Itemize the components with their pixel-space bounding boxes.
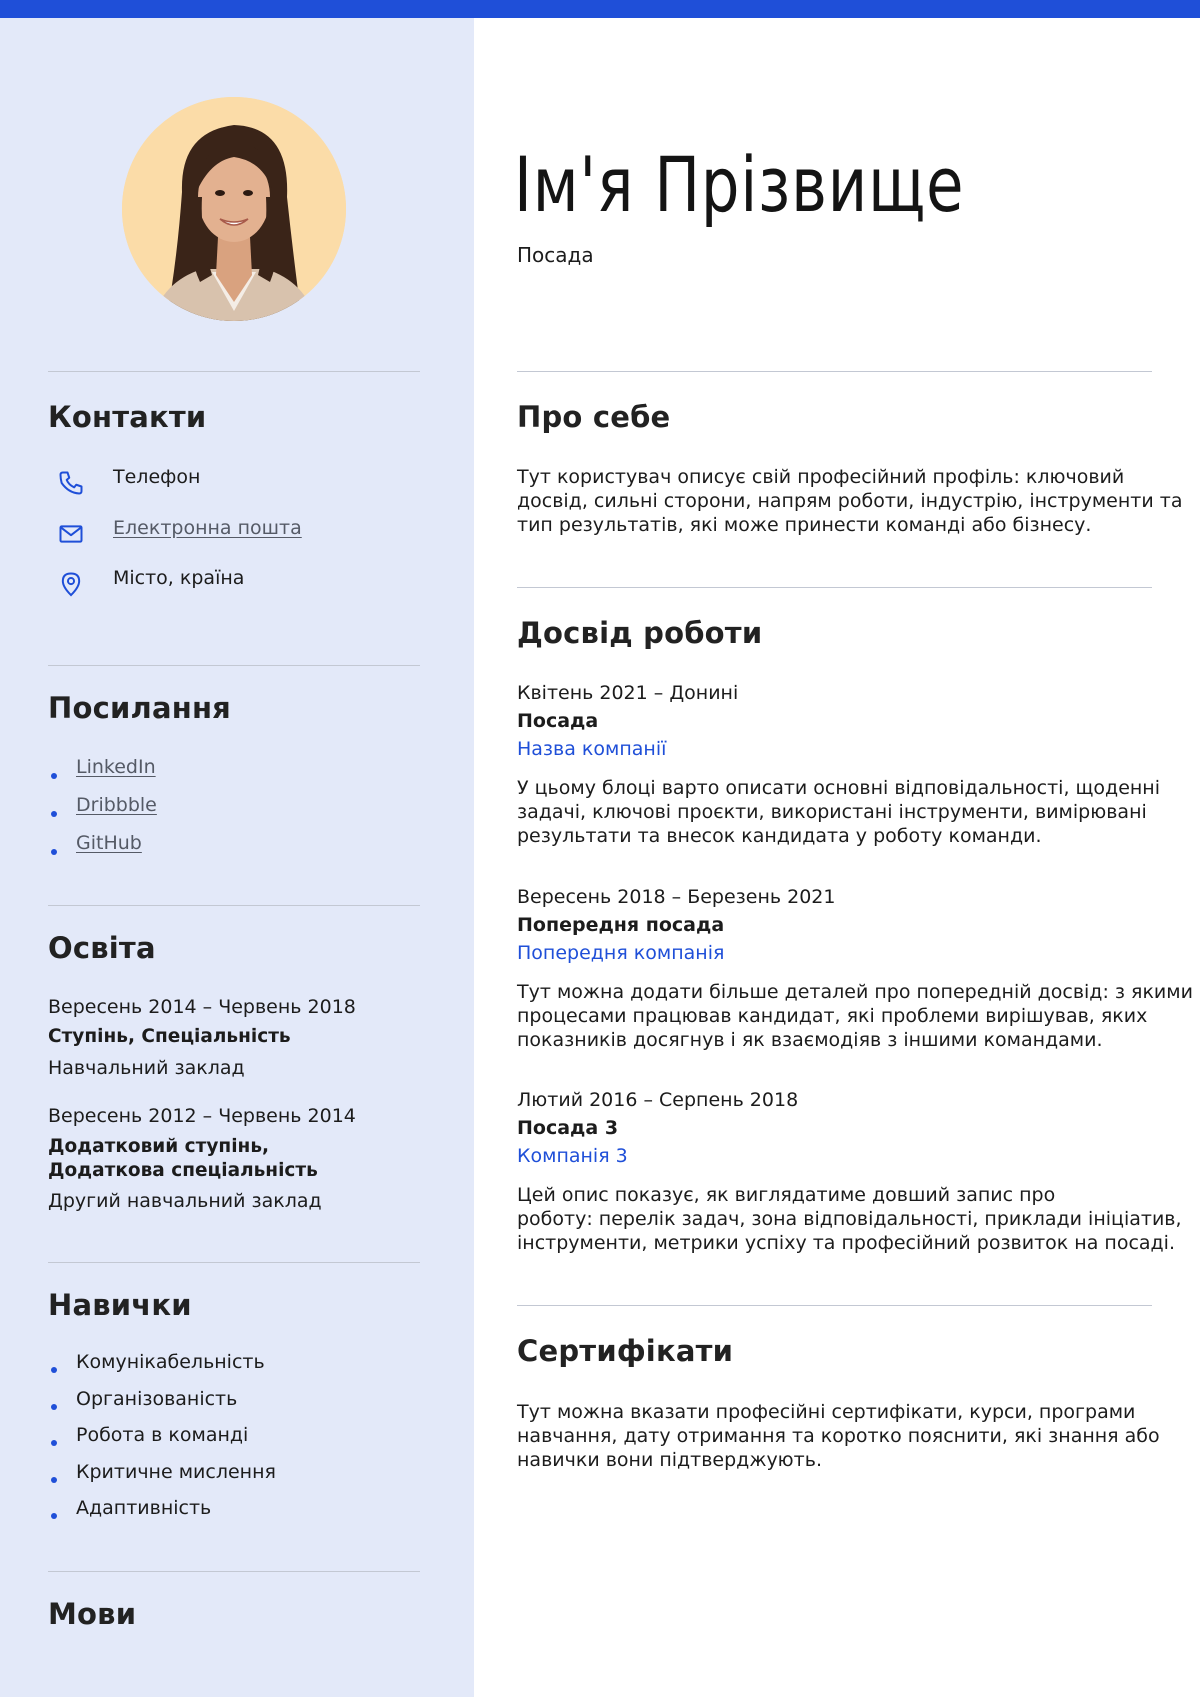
job-title: Попередня посада — [517, 914, 725, 936]
job-title: Посада — [517, 710, 599, 732]
education-school: Другий навчальний заклад — [48, 1190, 322, 1212]
github-link[interactable]: GitHub — [76, 832, 142, 854]
about-heading: Про себе — [517, 400, 671, 434]
main-divider — [517, 1305, 1152, 1306]
list-item: Комунікабельність — [48, 1351, 276, 1388]
text-line: показників досягнув і як взаємодіяв з іншими командами. — [517, 1029, 1103, 1051]
page-title: Ім'я Прізвище — [514, 140, 965, 229]
job-title: Посада 3 — [517, 1117, 619, 1139]
links-heading: Посилання — [48, 691, 232, 725]
education-heading: Освіта — [48, 931, 156, 965]
sidebar-divider — [48, 665, 420, 666]
certificates-heading: Сертифікати — [517, 1334, 734, 1368]
job-description — [517, 1183, 1182, 1255]
sidebar-divider — [48, 371, 420, 372]
list-item: Критичне мислення — [48, 1461, 276, 1498]
main-divider — [517, 371, 1152, 372]
job-description — [517, 776, 1160, 848]
certificates-text — [517, 1400, 1160, 1472]
links-list — [48, 756, 157, 870]
list-item: Робота в команді — [48, 1424, 276, 1461]
linkedin-link[interactable]: LinkedIn — [76, 756, 156, 778]
phone-icon — [57, 469, 85, 497]
languages-heading: Мови — [48, 1597, 137, 1631]
text-line: Тут можна додати більше деталей про попередній досвід: з якими — [517, 981, 1193, 1003]
company-name: Попередня компанія — [517, 942, 725, 964]
dribbble-link[interactable]: Dribbble — [76, 794, 157, 816]
education-degree: Додатковий ступінь, Додаткова спеціальність — [48, 1136, 318, 1181]
sidebar-divider — [48, 1571, 420, 1572]
sidebar-divider — [48, 905, 420, 906]
job-dates: Квітень 2021 – Донині — [517, 682, 739, 704]
text-line: Тут можна вказати професійні сертифікати, курси, програми — [517, 1401, 1136, 1423]
education-school: Навчальний заклад — [48, 1057, 245, 1079]
text-line: досвід, сильні сторони, напрям роботи, індустрію, інструменти та — [517, 490, 1183, 512]
location-pin-icon — [57, 570, 85, 598]
contact-email-link[interactable]: Електронна пошта — [113, 517, 302, 539]
job-role: Посада — [517, 243, 594, 267]
contact-phone[interactable]: Телефон — [113, 466, 201, 488]
sidebar-divider — [48, 1262, 420, 1263]
education-degree: Ступінь, Спеціальність — [48, 1026, 291, 1047]
job-description — [517, 980, 1193, 1052]
about-text — [517, 465, 1182, 537]
mail-icon — [57, 520, 85, 548]
list-item: Організованість — [48, 1388, 276, 1425]
list-item: Адаптивність — [48, 1497, 276, 1534]
text-line: інструменти, метрики успіху та професійний розвиток на посаді. — [517, 1232, 1176, 1254]
text-line: навички вони підтверджують. — [517, 1449, 822, 1471]
text-line: Тут користувач описує свій професійний профіль: ключовий — [517, 466, 1125, 488]
education-dates: Вересень 2014 – Червень 2018 — [48, 996, 356, 1018]
text-line: результати та внесок кандидата у роботу команди. — [517, 825, 1042, 847]
skills-list — [48, 1351, 276, 1534]
contact-location: Місто, країна — [113, 567, 245, 589]
text-line: Цей опис показує, як виглядатиме довший запис про — [517, 1184, 1056, 1206]
text-line: задачі, ключові проєкти, використані інструменти, вимірювані — [517, 801, 1147, 823]
list-item — [48, 832, 157, 870]
text-line: процесами працював кандидат, які проблеми вирішував, яких — [517, 1005, 1148, 1027]
text-line: У цьому блоці варто описати основні відповідальності, щоденні — [517, 777, 1161, 799]
job-dates: Вересень 2018 – Березень 2021 — [517, 886, 836, 908]
education-dates: Вересень 2012 – Червень 2014 — [48, 1105, 356, 1127]
text-line: тип результатів, які може принести команді або бізнесу. — [517, 514, 1092, 536]
experience-heading: Досвід роботи — [517, 616, 763, 650]
main-divider — [517, 587, 1152, 588]
list-item — [48, 756, 157, 794]
list-item — [48, 794, 157, 832]
text-line: роботу: перелік задач, зона відповідальності, приклади ініціатив, — [517, 1208, 1182, 1230]
company-name: Компанія 3 — [517, 1145, 628, 1167]
company-name: Назва компанії — [517, 738, 667, 760]
profile-photo — [122, 97, 346, 321]
top-accent-bar — [0, 0, 1200, 18]
contacts-heading: Контакти — [48, 400, 207, 434]
skills-heading: Навички — [48, 1288, 192, 1322]
job-dates: Лютий 2016 – Серпень 2018 — [517, 1089, 799, 1111]
text-line: навчання, дату отримання та коротко пояснити, які знання або — [517, 1425, 1160, 1447]
